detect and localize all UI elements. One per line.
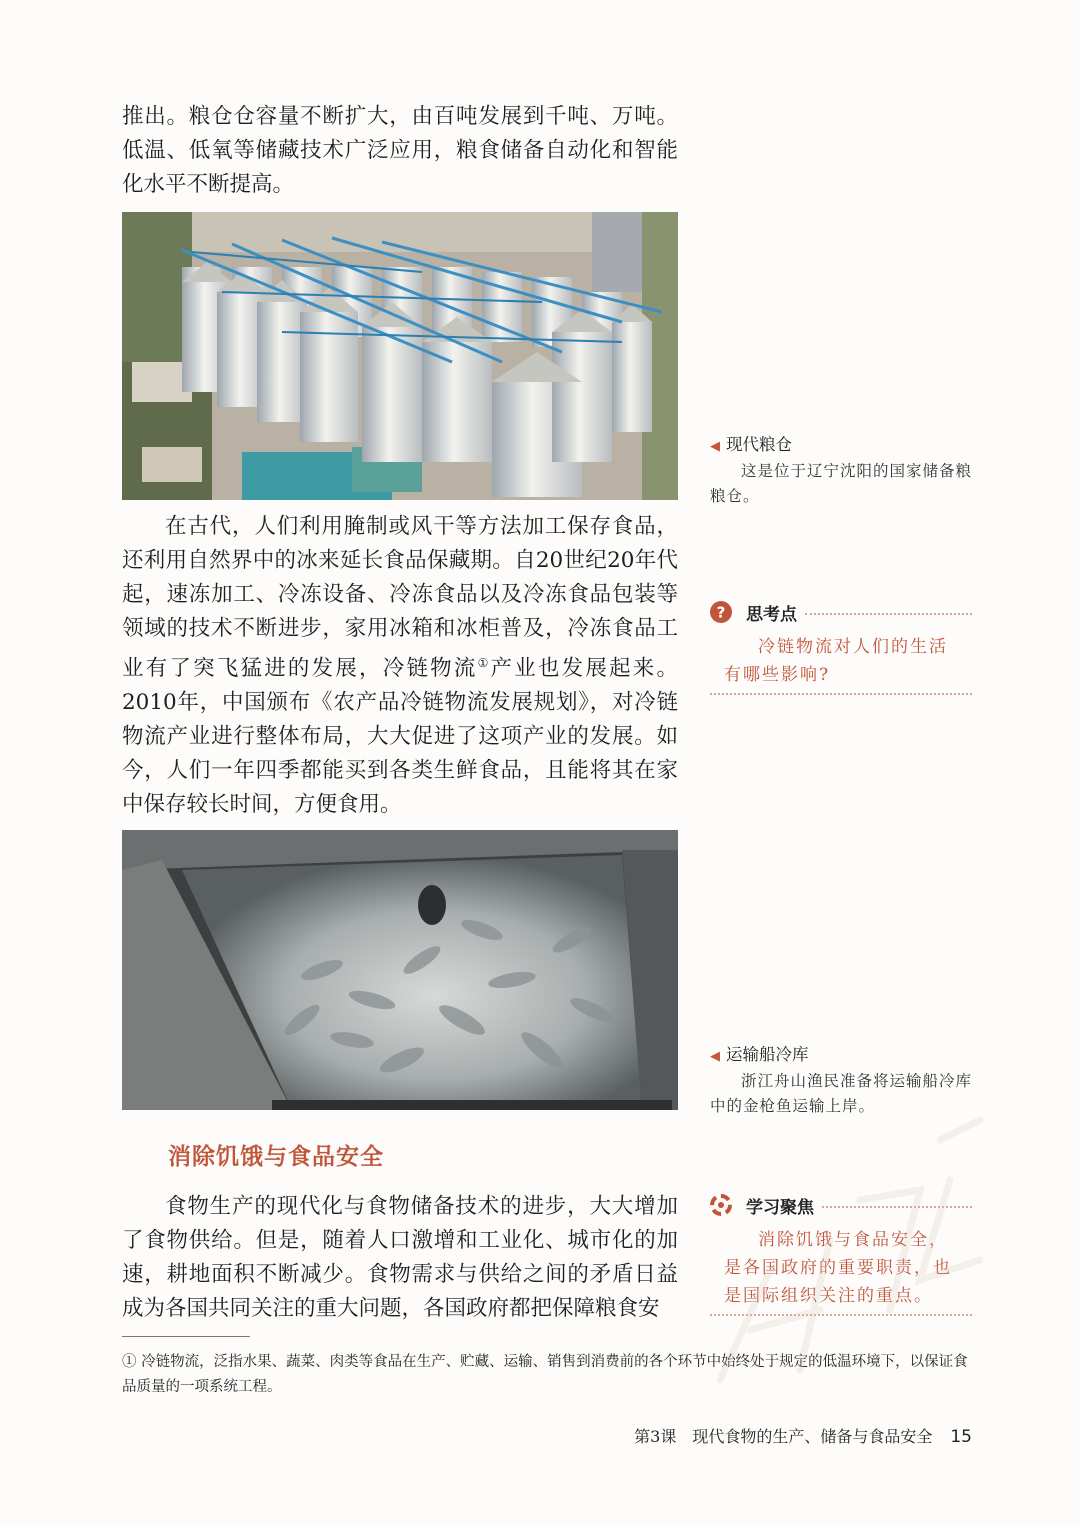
caption-title: 现代粮仓	[726, 435, 792, 454]
photo-ship-cold-storage	[122, 830, 678, 1110]
photo-modern-granary	[122, 212, 678, 500]
caption-title: 运输船冷库	[726, 1045, 809, 1064]
paragraph-grain-storage: 推出。粮仓仓容量不断扩大，由百吨发展到千吨、万吨。低温、低氧等储藏技术广泛应用，粮食储备自动化和智能化水平不断提高。	[122, 104, 678, 197]
triangle-marker-icon: ◀	[710, 1049, 720, 1064]
dotted-divider	[710, 693, 972, 695]
footnote: ① 冷链物流，泛指水果、蔬菜、肉类等食品在生产、贮藏、运输、销售到消费前的各个环节中始终处于规定的低温环境下，以保证食品质量的一项系统工程。	[122, 1354, 968, 1395]
svg-text:?: ?	[716, 603, 726, 622]
page-number: 15	[950, 1427, 972, 1447]
triangle-marker-icon: ◀	[710, 439, 720, 454]
paragraph-text-part1: 在古代，人们利用腌制或风干等方法加工保存食品，还利用自然界中的冰来延长食品保藏期。自20世纪20年代起，速冻加工、冷冻设备、冷冻食品以及冷冻食品包装等领域的技术不断进步，家用冰箱和冰柜普及，冷冻食品工业有了突飞猛进的发展，冷链物流	[122, 514, 678, 682]
think-point-question: 冷链物流对人们的生活有哪些影响?	[724, 637, 948, 685]
footnote-divider	[122, 1336, 250, 1337]
think-point-label: 思考点	[746, 604, 797, 625]
question-icon	[710, 601, 732, 623]
footnote-marker[interactable]: ①	[477, 656, 491, 670]
page-footer	[634, 1424, 972, 1447]
caption-body: 浙江舟山渔民准备将运输船冷库中的金枪鱼运输上岸。	[710, 1072, 973, 1115]
paragraph-text-part2: 产业也发展起来。2010年，中国颁布《农产品冷链物流发展规划》，对冷链物流产业进行整体布局，大大促进了这项产业的发展。如今，人们一年四季都能买到各类生鲜食品，且能将其在家中保存较长时间，方便食用。	[122, 656, 678, 818]
learning-focus-label: 学习聚焦	[746, 1197, 814, 1218]
paragraph-food-security: 食物生产的现代化与食物储备技术的进步，大大增加了食物供给。但是，随着人口激增和工业化、城市化的加速，耕地面积不断减少。食物需求与供给之间的矛盾日益成为各国共同关注的重大问题，各国政府都把保障粮食安	[122, 1194, 678, 1321]
lesson-title: 第3课 现代食物的生产、储备与食品安全	[634, 1427, 933, 1446]
caption-modern-granary	[710, 432, 975, 509]
think-point-box	[710, 597, 972, 695]
paragraph-cold-chain	[122, 510, 678, 822]
dotted-divider	[805, 613, 972, 615]
learning-focus-text: 消除饥饿与食品安全，是各国政府的重要职责，也是国际组织关注的重点。	[724, 1230, 952, 1306]
watermark-decoration	[680, 1080, 1010, 1400]
caption-body: 这是位于辽宁沈阳的国家储备粮粮仓。	[710, 462, 973, 505]
section-heading: 消除饥饿与食品安全	[168, 1144, 384, 1170]
